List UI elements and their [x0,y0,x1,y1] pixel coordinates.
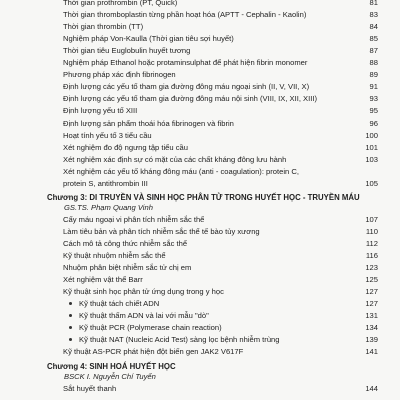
toc-page-number: 87 [369,46,378,56]
toc-entry-title: Làm tiêu bản và phân tích nhiễm sắc thể tế bào tủy xương [63,226,260,236]
toc-entry-title: Thời gian tiêu Euglobulin huyết tương [63,46,191,56]
toc-page-number: 85 [369,34,378,44]
toc-entry-title: Xét nghiệm đo độ ngưng tập tiểu cầu [63,142,188,152]
toc-entry [0,33,400,44]
toc-page-number: 103 [365,154,378,164]
toc-page-number: 101 [365,142,378,152]
toc-page-number: 91 [369,82,378,92]
toc-entry-title: Nghiệm pháp Von-Kaulla (Thời gian tiêu sợi huyết) [63,34,234,44]
toc-entry-title: Cách mô tả công thức nhiễm sắc thể [63,239,188,248]
toc-entry [0,57,400,68]
toc-page-number: 100 [365,130,378,140]
toc-page-number: 95 [369,106,378,116]
toc-entry [0,346,400,357]
toc-entry [0,81,400,92]
toc-entry-title: Kỹ thuật NAT (Nucleic Acid Test) sàng lọc bệnh nhiễm trùng [79,335,280,345]
toc-page-number: 81 [369,0,378,7]
toc-entry [0,250,400,261]
toc-entry [0,178,400,189]
toc-entry-title: Kỹ thuật nhuộm nhiễm sắc thể [63,251,166,261]
toc-page-number: 131 [365,311,378,321]
toc-page-number: 144 [365,383,378,393]
toc-entry-title: Định lượng các yếu tố tham gia đường đông máu nội sinh (VIII, IX, XII, XIII) [63,94,317,104]
toc-entry-title: Kỹ thuật PCR (Polymerase chain reaction) [79,323,222,333]
toc-entry [0,298,400,309]
toc-entry-title: Xét nghiệm các yếu tố kháng đông máu (anti - coagulation): protein C, [63,166,299,176]
toc-page-number: 83 [369,10,378,20]
toc-entry [0,69,400,80]
toc-entry [0,214,400,225]
toc-entry [0,166,400,177]
toc-entry-title: Thời gian thrombin (TT) [63,22,144,32]
toc-entry [0,45,400,56]
toc-entry-title: Định lượng các yếu tố tham gia đường đông máu ngoại sinh (II, V, VII, X) [63,82,310,92]
toc-page-number: 125 [365,275,378,285]
toc-entry-title: Thời gian prothrombin (PT, Quick) [63,0,178,7]
toc-entry-title: Kỹ thuật thấm ADN và lai với mẫu "dò" [79,311,209,321]
toc-entry-title: Thời gian thromboplastin từng phần hoạt hóa (APTT - Cephalin - Kaolin) [63,10,307,20]
toc-page-number: 89 [369,70,378,80]
toc-page-number: 107 [365,214,378,224]
toc-entry-title: Chương 3: DI TRUYỀN VÀ SINH HỌC PHÂN TỬ TRONG HUYẾT HỌC - TRUYỀN MÁU [47,192,360,202]
toc-entry [0,286,400,297]
toc-entry [0,238,400,249]
toc-entry-title: Nhuộm phân biệt nhiễm sắc tử chị em [63,263,192,273]
toc-entry [0,226,400,237]
toc-page-number: 110 [365,226,378,236]
toc-author [0,371,400,382]
toc-entry-title: Kỹ thuật sinh học phân tử ứng dụng trong y học [63,287,224,297]
toc-entry [0,322,400,333]
toc-entry [0,130,400,141]
toc-page-number: 88 [369,58,378,68]
toc-entry-title: Xét nghiệm vật thể Barr [63,275,143,285]
toc-entry-title: protein S, antithrombin III [63,178,148,188]
toc-entry-title: Nghiệm pháp Ethanol hoặc protaminsulphat để phát hiện fibrin monomer [63,58,308,68]
toc-page-number: 96 [369,118,378,128]
toc-entry [0,383,400,394]
toc-entry-title: Hoạt tính yếu tố 3 tiểu cầu [63,130,152,140]
toc-entry [0,334,400,345]
toc-entry [0,118,400,129]
toc-entry-title: Sắt huyết thanh [63,383,117,393]
toc-page-number: 127 [365,287,378,297]
toc-entry [0,21,400,32]
toc-page-number: 112 [365,239,378,248]
toc-entry [0,105,400,116]
toc-entry-title: Kỹ thuật AS-PCR phát hiện đột biến gen JAK2 V617F [63,347,244,357]
toc-page-number: 105 [365,178,378,188]
toc-entry [0,274,400,285]
toc-entry [0,0,400,8]
toc-page-number: 116 [365,251,378,261]
toc-entry-title: Định lượng yếu tố XIII [63,106,138,116]
toc-entry [0,262,400,273]
toc-entry [0,93,400,104]
toc-entry-title: Xét nghiệm xác định sự có mặt của các chất kháng đông lưu hành [63,154,287,164]
toc-page-number: 141 [365,347,378,357]
toc-entry-title: Chương 4: SINH HOÁ HUYẾT HỌC [47,361,176,371]
toc-entry-title: GS.TS. Phạm Quang Vinh [64,202,153,212]
toc-page-number: 93 [369,94,378,104]
toc-entry-title: Phương pháp xác định fibrinogen [63,70,176,80]
toc-page-number: 84 [369,22,378,32]
toc-page-number: 123 [365,263,378,273]
toc-author [0,202,400,213]
toc-page-number: 127 [365,299,378,309]
toc-entry-title: Cấy máu ngoại vi phân tích nhiễm sắc thể [63,214,205,224]
toc-entry [0,9,400,20]
toc-entry-title: BSCK I. Nguyễn Chí Tuyển [64,371,156,381]
toc-entry-title: Định lượng sản phẩm thoái hóa fibrinogen và fibrin [63,118,234,128]
toc-entry [0,310,400,321]
toc-entry-title: Kỹ thuật tách chiết ADN [79,299,160,309]
toc-page-number: 134 [365,323,378,333]
toc-entry [0,142,400,153]
toc-page-number: 139 [365,335,378,345]
toc-entry [0,154,400,165]
